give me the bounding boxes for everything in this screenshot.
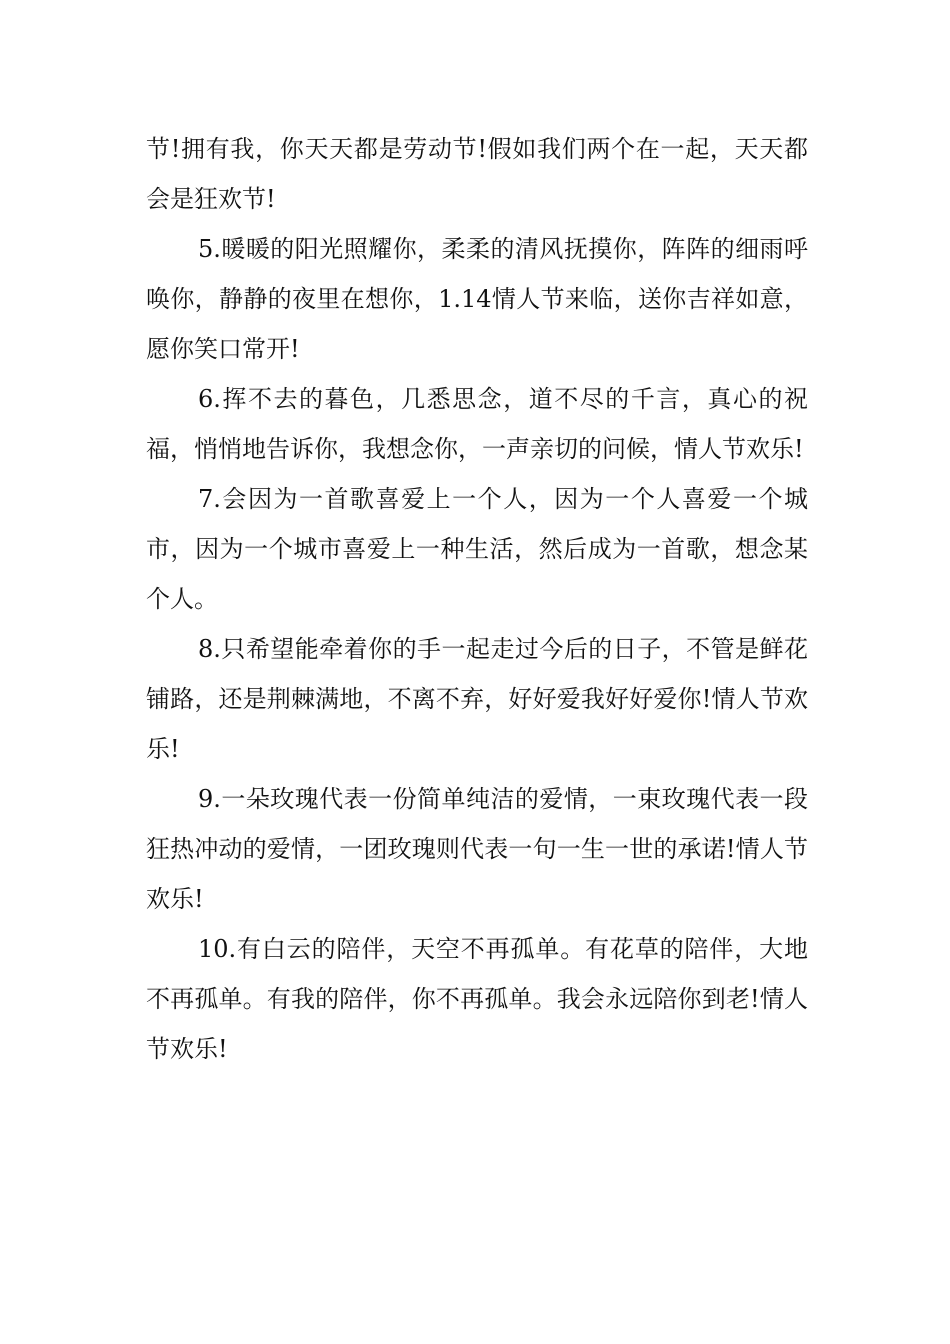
- paragraph-item-7: 7.会因为一首歌喜爱上一个人，因为一个人喜爱一个城市，因为一个城市喜爱上一种生活，然后成为一首歌，想念某个人。: [146, 485, 808, 613]
- document-body: [146, 124, 808, 1074]
- paragraph-item-6: 6.挥不去的暮色，几悉思念，道不尽的千言，真心的祝福，悄悄地告诉你，我想念你，一声亲切的问候，情人节欢乐!: [146, 385, 808, 463]
- paragraph-item-10: 10.有白云的陪伴，天空不再孤单。有花草的陪伴，大地不再孤单。有我的陪伴，你不再孤单。我会永远陪你到老!情人节欢乐!: [146, 935, 808, 1063]
- paragraph-continuation: 节!拥有我，你天天都是劳动节!假如我们两个在一起，天天都会是狂欢节!: [146, 135, 808, 213]
- paragraph-item-9: 9.一朵玫瑰代表一份简单纯洁的爱情，一束玫瑰代表一段狂热冲动的爱情，一团玫瑰则代表一句一生一世的承诺!情人节欢乐!: [146, 785, 808, 913]
- paragraph-item-5: 5.暖暖的阳光照耀你，柔柔的清风抚摸你，阵阵的细雨呼唤你，静静的夜里在想你，1.14情人节来临，送你吉祥如意，愿你笑口常开!: [146, 235, 808, 363]
- paragraph-item-8: 8.只希望能牵着你的手一起走过今后的日子，不管是鲜花铺路，还是荆棘满地，不离不弃，好好爱我好好爱你!情人节欢乐!: [146, 635, 808, 763]
